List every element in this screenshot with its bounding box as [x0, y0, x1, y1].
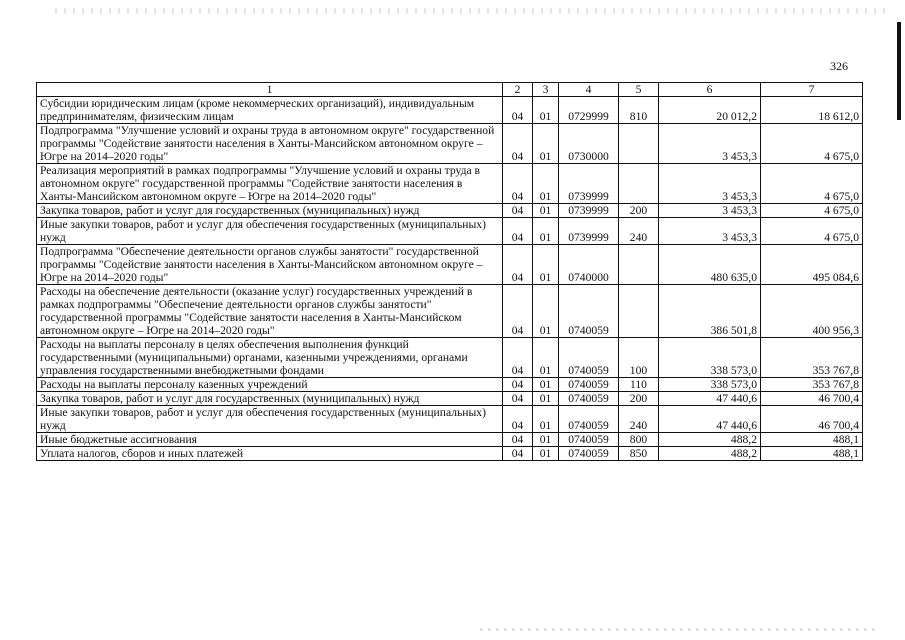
- section-code: 04: [503, 378, 533, 392]
- amount-col7: 4 675,0: [761, 218, 863, 245]
- column-header: 5: [619, 83, 659, 97]
- expense-type-code: 100: [619, 338, 659, 378]
- section-code: 04: [503, 164, 533, 204]
- target-article-code: 0740059: [559, 433, 619, 447]
- section-code: 04: [503, 406, 533, 433]
- subsection-code: 01: [533, 218, 559, 245]
- target-article-code: 0740059: [559, 406, 619, 433]
- subsection-code: 01: [533, 406, 559, 433]
- row-description: Закупка товаров, работ и услуг для государственных (муниципальных) нужд: [37, 204, 503, 218]
- subsection-code: 01: [533, 433, 559, 447]
- amount-col7: 488,1: [761, 447, 863, 461]
- subsection-code: 01: [533, 97, 559, 124]
- expense-type-code: 110: [619, 378, 659, 392]
- amount-col7: 4 675,0: [761, 204, 863, 218]
- column-header: 7: [761, 83, 863, 97]
- subsection-code: 01: [533, 378, 559, 392]
- table-row: [37, 97, 863, 124]
- table-row: [37, 338, 863, 378]
- section-code: 04: [503, 447, 533, 461]
- section-code: 04: [503, 338, 533, 378]
- expense-type-code: 800: [619, 433, 659, 447]
- section-code: 04: [503, 285, 533, 338]
- column-header: 3: [533, 83, 559, 97]
- expense-type-code: [619, 164, 659, 204]
- column-header: 4: [559, 83, 619, 97]
- amount-col7: 46 700,4: [761, 392, 863, 406]
- amount-col6: 488,2: [659, 447, 761, 461]
- table-row: [37, 218, 863, 245]
- expense-type-code: [619, 124, 659, 164]
- row-description: Подпрограмма "Улучшение условий и охраны труда в автономном округе" государственной программы "Содействие занятости населения в Ханты-Мансийском автономном округе – Югре на 2014–2020 годы": [37, 124, 503, 164]
- table-row: [37, 392, 863, 406]
- amount-col7: 353 767,8: [761, 338, 863, 378]
- amount-col6: 386 501,8: [659, 285, 761, 338]
- section-code: 04: [503, 218, 533, 245]
- amount-col7: 18 612,0: [761, 97, 863, 124]
- budget-table: [36, 82, 863, 461]
- scan-noise-bottom: [480, 628, 880, 631]
- target-article-code: 0740059: [559, 285, 619, 338]
- page-number: 326: [830, 59, 848, 73]
- target-article-code: 0740059: [559, 392, 619, 406]
- scan-edge-mark: [897, 22, 901, 120]
- amount-col6: 338 573,0: [659, 338, 761, 378]
- section-code: 04: [503, 245, 533, 285]
- section-code: 04: [503, 124, 533, 164]
- expense-type-code: 810: [619, 97, 659, 124]
- amount-col7: 488,1: [761, 433, 863, 447]
- amount-col7: 46 700,4: [761, 406, 863, 433]
- table-row: [37, 447, 863, 461]
- target-article-code: 0740059: [559, 447, 619, 461]
- amount-col6: 3 453,3: [659, 204, 761, 218]
- amount-col6: 20 012,2: [659, 97, 761, 124]
- subsection-code: 01: [533, 447, 559, 461]
- amount-col7: 353 767,8: [761, 378, 863, 392]
- target-article-code: 0739999: [559, 164, 619, 204]
- subsection-code: 01: [533, 285, 559, 338]
- amount-col7: 4 675,0: [761, 124, 863, 164]
- amount-col7: 4 675,0: [761, 164, 863, 204]
- table-row: [37, 285, 863, 338]
- row-description: Иные закупки товаров, работ и услуг для обеспечения государственных (муниципальных) нужд: [37, 406, 503, 433]
- column-header: 2: [503, 83, 533, 97]
- table-header-row: [37, 83, 863, 97]
- subsection-code: 01: [533, 204, 559, 218]
- row-description: Подпрограмма "Обеспечение деятельности органов службы занятости" государственной программы "Содействие занятости населения в Ханты-Мансийском автономном округе – Югре на 2014–2020 годы": [37, 245, 503, 285]
- section-code: 04: [503, 433, 533, 447]
- subsection-code: 01: [533, 338, 559, 378]
- section-code: 04: [503, 204, 533, 218]
- section-code: 04: [503, 392, 533, 406]
- expense-type-code: 200: [619, 392, 659, 406]
- target-article-code: 0729999: [559, 97, 619, 124]
- target-article-code: 0740059: [559, 338, 619, 378]
- subsection-code: 01: [533, 245, 559, 285]
- amount-col6: 47 440,6: [659, 406, 761, 433]
- amount-col6: 3 453,3: [659, 124, 761, 164]
- amount-col7: 495 084,6: [761, 245, 863, 285]
- column-header: 6: [659, 83, 761, 97]
- table-row: [37, 406, 863, 433]
- target-article-code: 0740000: [559, 245, 619, 285]
- row-description: Расходы на обеспечение деятельности (оказание услуг) государственных учреждений в рамках подпрограммы "Обеспечение деятельности органов службы занятости" государственной программы "Содействие занятости населения в Ханты-Мансийском автономном округе – Югре на 2014–2020 годы": [37, 285, 503, 338]
- amount-col6: 480 635,0: [659, 245, 761, 285]
- target-article-code: 0730000: [559, 124, 619, 164]
- table-row: [37, 124, 863, 164]
- amount-col6: 3 453,3: [659, 218, 761, 245]
- amount-col6: 3 453,3: [659, 164, 761, 204]
- row-description: Субсидии юридическим лицам (кроме некоммерческих организаций), индивидуальным предпринимателям, физическим лицам: [37, 97, 503, 124]
- row-description: Закупка товаров, работ и услуг для государственных (муниципальных) нужд: [37, 392, 503, 406]
- row-description: Иные бюджетные ассигнования: [37, 433, 503, 447]
- table-row: [37, 378, 863, 392]
- expense-type-code: 240: [619, 406, 659, 433]
- table-row: [37, 433, 863, 447]
- row-description: Расходы на выплаты персоналу в целях обеспечения выполнения функций государственными (муниципальными) органами, казенными учреждениями, органами управления государственными внебюджетными фондами: [37, 338, 503, 378]
- amount-col6: 488,2: [659, 433, 761, 447]
- subsection-code: 01: [533, 164, 559, 204]
- expense-type-code: 200: [619, 204, 659, 218]
- row-description: Уплата налогов, сборов и иных платежей: [37, 447, 503, 461]
- column-header: 1: [37, 83, 503, 97]
- amount-col6: 338 573,0: [659, 378, 761, 392]
- target-article-code: 0739999: [559, 204, 619, 218]
- scan-noise-top: [55, 8, 885, 14]
- table-row: [37, 204, 863, 218]
- table-row: [37, 164, 863, 204]
- table-row: [37, 245, 863, 285]
- expense-type-code: [619, 285, 659, 338]
- subsection-code: 01: [533, 124, 559, 164]
- expense-type-code: 850: [619, 447, 659, 461]
- expense-type-code: [619, 245, 659, 285]
- expense-type-code: 240: [619, 218, 659, 245]
- amount-col7: 400 956,3: [761, 285, 863, 338]
- row-description: Реализация мероприятий в рамках подпрограммы "Улучшение условий и охраны труда в автономном округе" государственной программы "Содействие занятости населения в Ханты-Мансийском автономном округе – Югре на 2014–2020 годы": [37, 164, 503, 204]
- row-description: Расходы на выплаты персоналу казенных учреждений: [37, 378, 503, 392]
- amount-col6: 47 440,6: [659, 392, 761, 406]
- subsection-code: 01: [533, 392, 559, 406]
- target-article-code: 0739999: [559, 218, 619, 245]
- row-description: Иные закупки товаров, работ и услуг для обеспечения государственных (муниципальных) нужд: [37, 218, 503, 245]
- target-article-code: 0740059: [559, 378, 619, 392]
- section-code: 04: [503, 97, 533, 124]
